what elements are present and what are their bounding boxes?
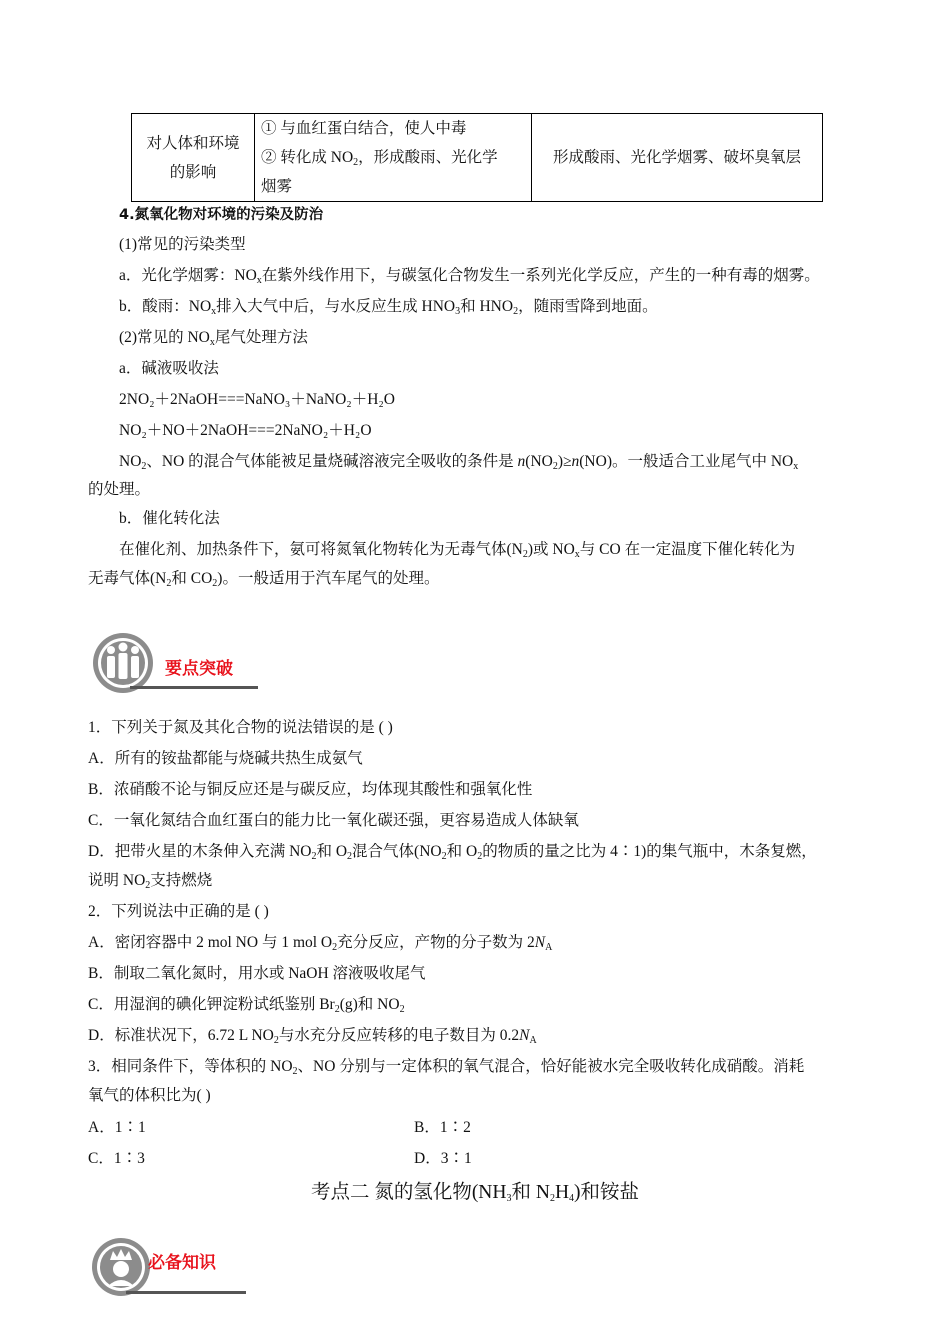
text: (2)常见的 NO [119,329,210,346]
option: A．1∶1 [88,1119,146,1136]
subscript: 2 [212,578,218,589]
cell-line [261,143,531,172]
subscript: 2 [353,157,359,168]
text: (g)和 NO [339,996,400,1013]
text: 充分反应，产物的分子数为 2 [337,934,535,951]
subscript: 2 [145,880,151,891]
text: H [554,1182,570,1203]
option: D．3∶1 [414,1150,472,1167]
option: B．浓硝酸不论与铜反应还是与碳反应，均体现其酸性和强氧化性 [88,781,533,798]
text: 和 N [511,1182,550,1203]
italic-var: N [519,1027,530,1044]
text: )或 NO [527,541,575,558]
text: 和 O [316,843,348,860]
subscript: 2 [549,1193,555,1204]
subscript: x [574,549,580,560]
question-stem [88,1056,804,1078]
text: 说明 NO [88,872,146,889]
text: 3．相同条件下，等体积的 NO [88,1058,293,1075]
text: NO [119,453,142,470]
text: D．标准状况下，6.72 L NO [88,1027,274,1044]
sub-heading: (1)常见的污染类型 [119,236,246,253]
subscript: 2 [441,851,447,862]
question-stem: 1．下列关于氮及其化合物的说法错误的是 ( ) [88,719,393,736]
text: )≥ [557,453,572,470]
option: B．制取二氧化氮时，用水或 NaOH 溶液吸收尾气 [88,965,426,982]
table-cell-no [255,114,532,202]
badge-underline [130,686,258,689]
italic-var: N [534,934,546,951]
section-title [0,1180,950,1206]
subscript: 4 [569,1193,575,1204]
row-label-line: 对人体和环境 [146,134,240,152]
text: ，随雨雪降到地面。 [518,298,658,315]
text: b．酸雨：NO [119,298,212,315]
option [88,932,552,954]
question-stem: 2．下列说法中正确的是 ( ) [88,903,269,920]
equation: 2NO₂＋2NaOH===NaNO₃＋NaNO₂＋H₂O [119,391,395,408]
subscript: A [529,1035,537,1046]
method-label: b．催化转化法 [119,510,220,527]
subscript: 2 [334,1004,340,1015]
text: 混合气体(NO [352,843,442,860]
text: 支持燃烧 [150,872,213,889]
text: )和铵盐 [574,1182,640,1203]
option: C．1∶3 [88,1150,145,1167]
italic-var: n [517,453,526,470]
text: 无毒气体(N [88,570,167,587]
text: 在紫外线作用下，与碳氢化合物发生一系列光化学反应，产生的一种有毒的烟雾。 [261,267,820,284]
subscript: 3 [455,306,461,317]
section-heading: 4.氮氧化物对环境的污染及防治 [119,207,324,223]
option-continuation [88,870,212,892]
text: (NO)。一般适合工业尾气中 NO [579,453,794,470]
subscript: 2 [522,549,528,560]
text: 、NO 的混合气体能被足量烧碱溶液完全吸收的条件是 [146,453,518,470]
option: B．1∶2 [414,1119,471,1136]
subscript: 3 [506,1193,512,1204]
subscript: x [209,337,215,348]
text: 尾气处理方法 [214,329,308,346]
row-label-line: 的影响 [169,163,217,181]
table-row-label [132,114,255,202]
badge-label: 必备知识 [148,1253,216,1273]
subscript: 2 [347,851,353,862]
option [88,1025,537,1047]
sub-heading [119,327,308,349]
subscript: 2 [332,942,338,953]
paragraph [119,265,820,287]
cell-line: ① 与血红蛋白结合，使人中毒 [261,120,467,137]
text: ② 转化成 NO [261,149,354,166]
subscript: 2 [477,851,483,862]
subscript: 2 [141,461,147,472]
nox-effects-table [131,113,823,202]
subscript: 2 [292,1066,298,1077]
option: C．一氧化氮结合血红蛋白的能力比一氧化碳还强，更容易造成人体缺氧 [88,812,579,829]
text: 与水充分反应转移的电子数目为 0.2 [278,1027,520,1044]
text: a．光化学烟雾：NO [119,267,257,284]
text: 排入大气中后，与水反应生成 HNO [216,298,456,315]
table-row [132,114,823,202]
table-cell-no2: 形成酸雨、光化学烟雾、破坏臭氧层 [532,114,823,202]
text: 和 HNO [460,298,514,315]
crowned-head-icon [90,1236,152,1298]
text: C．用湿润的碘化钾淀粉试纸鉴别 Br [88,996,335,1013]
option: A．所有的铵盐都能与烧碱共热生成氨气 [88,750,363,767]
subscript: 2 [399,1004,405,1015]
text: 和 O [446,843,478,860]
subscript: 2 [513,306,519,317]
text: )。一般适用于汽车尾气的处理。 [217,570,440,587]
subscript: 2 [273,1035,279,1046]
paragraph [119,451,798,473]
text: 的物质的量之比为 4∶1)的集气瓶中，木条复燃， [482,843,817,860]
text: 、NO 分别与一定体积的氧气混合，恰好能被水完全吸收转化成硝酸。消耗 [297,1058,805,1075]
text: 与 CO 在一定温度下催化转化为 [579,541,796,558]
paragraph [119,296,658,318]
subscript: 2 [311,851,317,862]
text: 考点二 氮的氢化物(NH [310,1182,507,1203]
subscript: A [545,942,553,953]
paragraph-continuation [88,568,439,590]
subscript: x [256,275,262,286]
badge-label: 要点突破 [165,659,233,679]
subscript: x [211,306,217,317]
text: D．把带火星的木条伸入充满 NO [88,843,312,860]
text: 和 CO [171,570,213,587]
subscript: 2 [166,578,172,589]
option [88,841,817,863]
option [88,994,405,1016]
paragraph [119,539,795,561]
cell-line: 烟雾 [261,178,293,195]
method-label: a．碱液吸收法 [119,360,219,377]
question-stem-continuation: 氧气的体积比为( ) [88,1087,211,1104]
equation: NO₂＋NO＋2NaOH===2NaNO₂＋H₂O [119,422,372,439]
text: (NO [525,453,553,470]
badge-underline [126,1291,246,1294]
subscript: x [793,461,799,472]
text: A．密闭容器中 2 mol NO 与 1 mol O [88,934,333,951]
paragraph-continuation: 的处理。 [88,481,151,498]
text: ，形成酸雨、光化学 [358,149,498,166]
text: 在催化剂、加热条件下，氨可将氮氧化物转化为无毒气体(N [119,541,523,558]
subscript: 2 [552,461,558,472]
italic-var: n [571,453,580,470]
